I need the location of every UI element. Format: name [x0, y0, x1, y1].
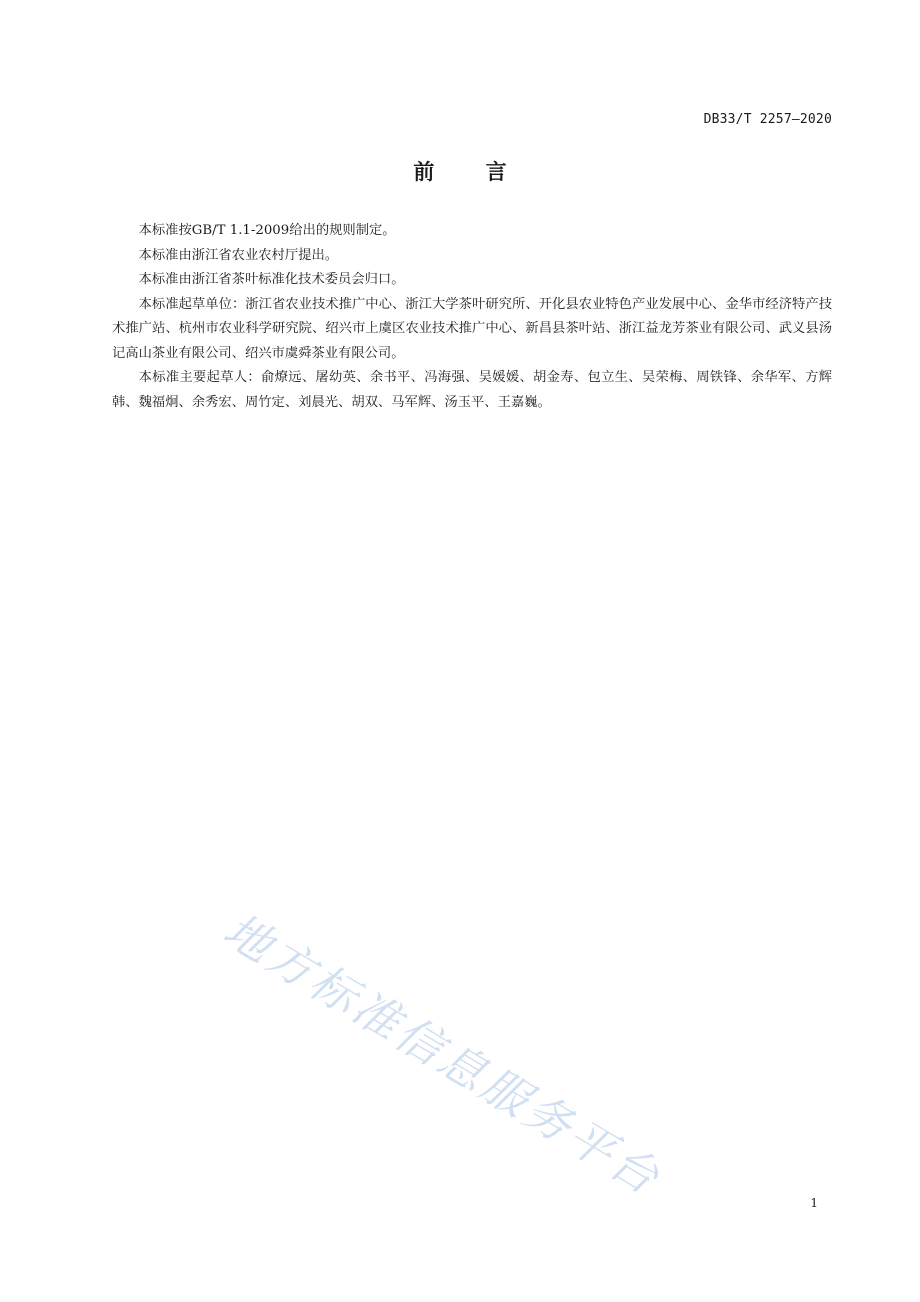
document-code: DB33/T 2257—2020	[703, 112, 832, 127]
watermark: 地方标准信息服务平台	[214, 902, 671, 1207]
page-title: 前 言	[413, 160, 529, 184]
paragraph-responsible-committee: 本标准由浙江省茶叶标准化技术委员会归口。	[138, 272, 405, 287]
paragraph-drafting-rules: 本标准按GB/T 1.1-2009给出的规则制定。	[138, 223, 396, 238]
paragraph-drafters: 本标准主要起草人：俞燎远、屠幼英、余书平、冯海强、吴媛媛、胡金寿、包立生、吴荣梅、周铁锋、余华军、方辉韩、魏福炯、余秀宏、周竹定、刘晨光、胡双、马军辉、汤玉平、王嘉巍。	[112, 370, 832, 410]
page-number: 1	[810, 1196, 818, 1210]
paragraph-drafting-units: 本标准起草单位：浙江省农业技术推广中心、浙江大学茶叶研究所、开化县农业特色产业发展中心、金华市经济特产技术推广站、杭州市农业科学研究院、绍兴市上虞区农业技术推广中心、新昌县茶叶站、浙江益龙芳茶业有限公司、武义县汤记高山茶业有限公司、绍兴市虞舜茶业有限公司。	[112, 296, 832, 361]
foreword-body	[112, 219, 832, 415]
paragraph-proposer: 本标准由浙江省农业农村厅提出。	[138, 247, 339, 263]
